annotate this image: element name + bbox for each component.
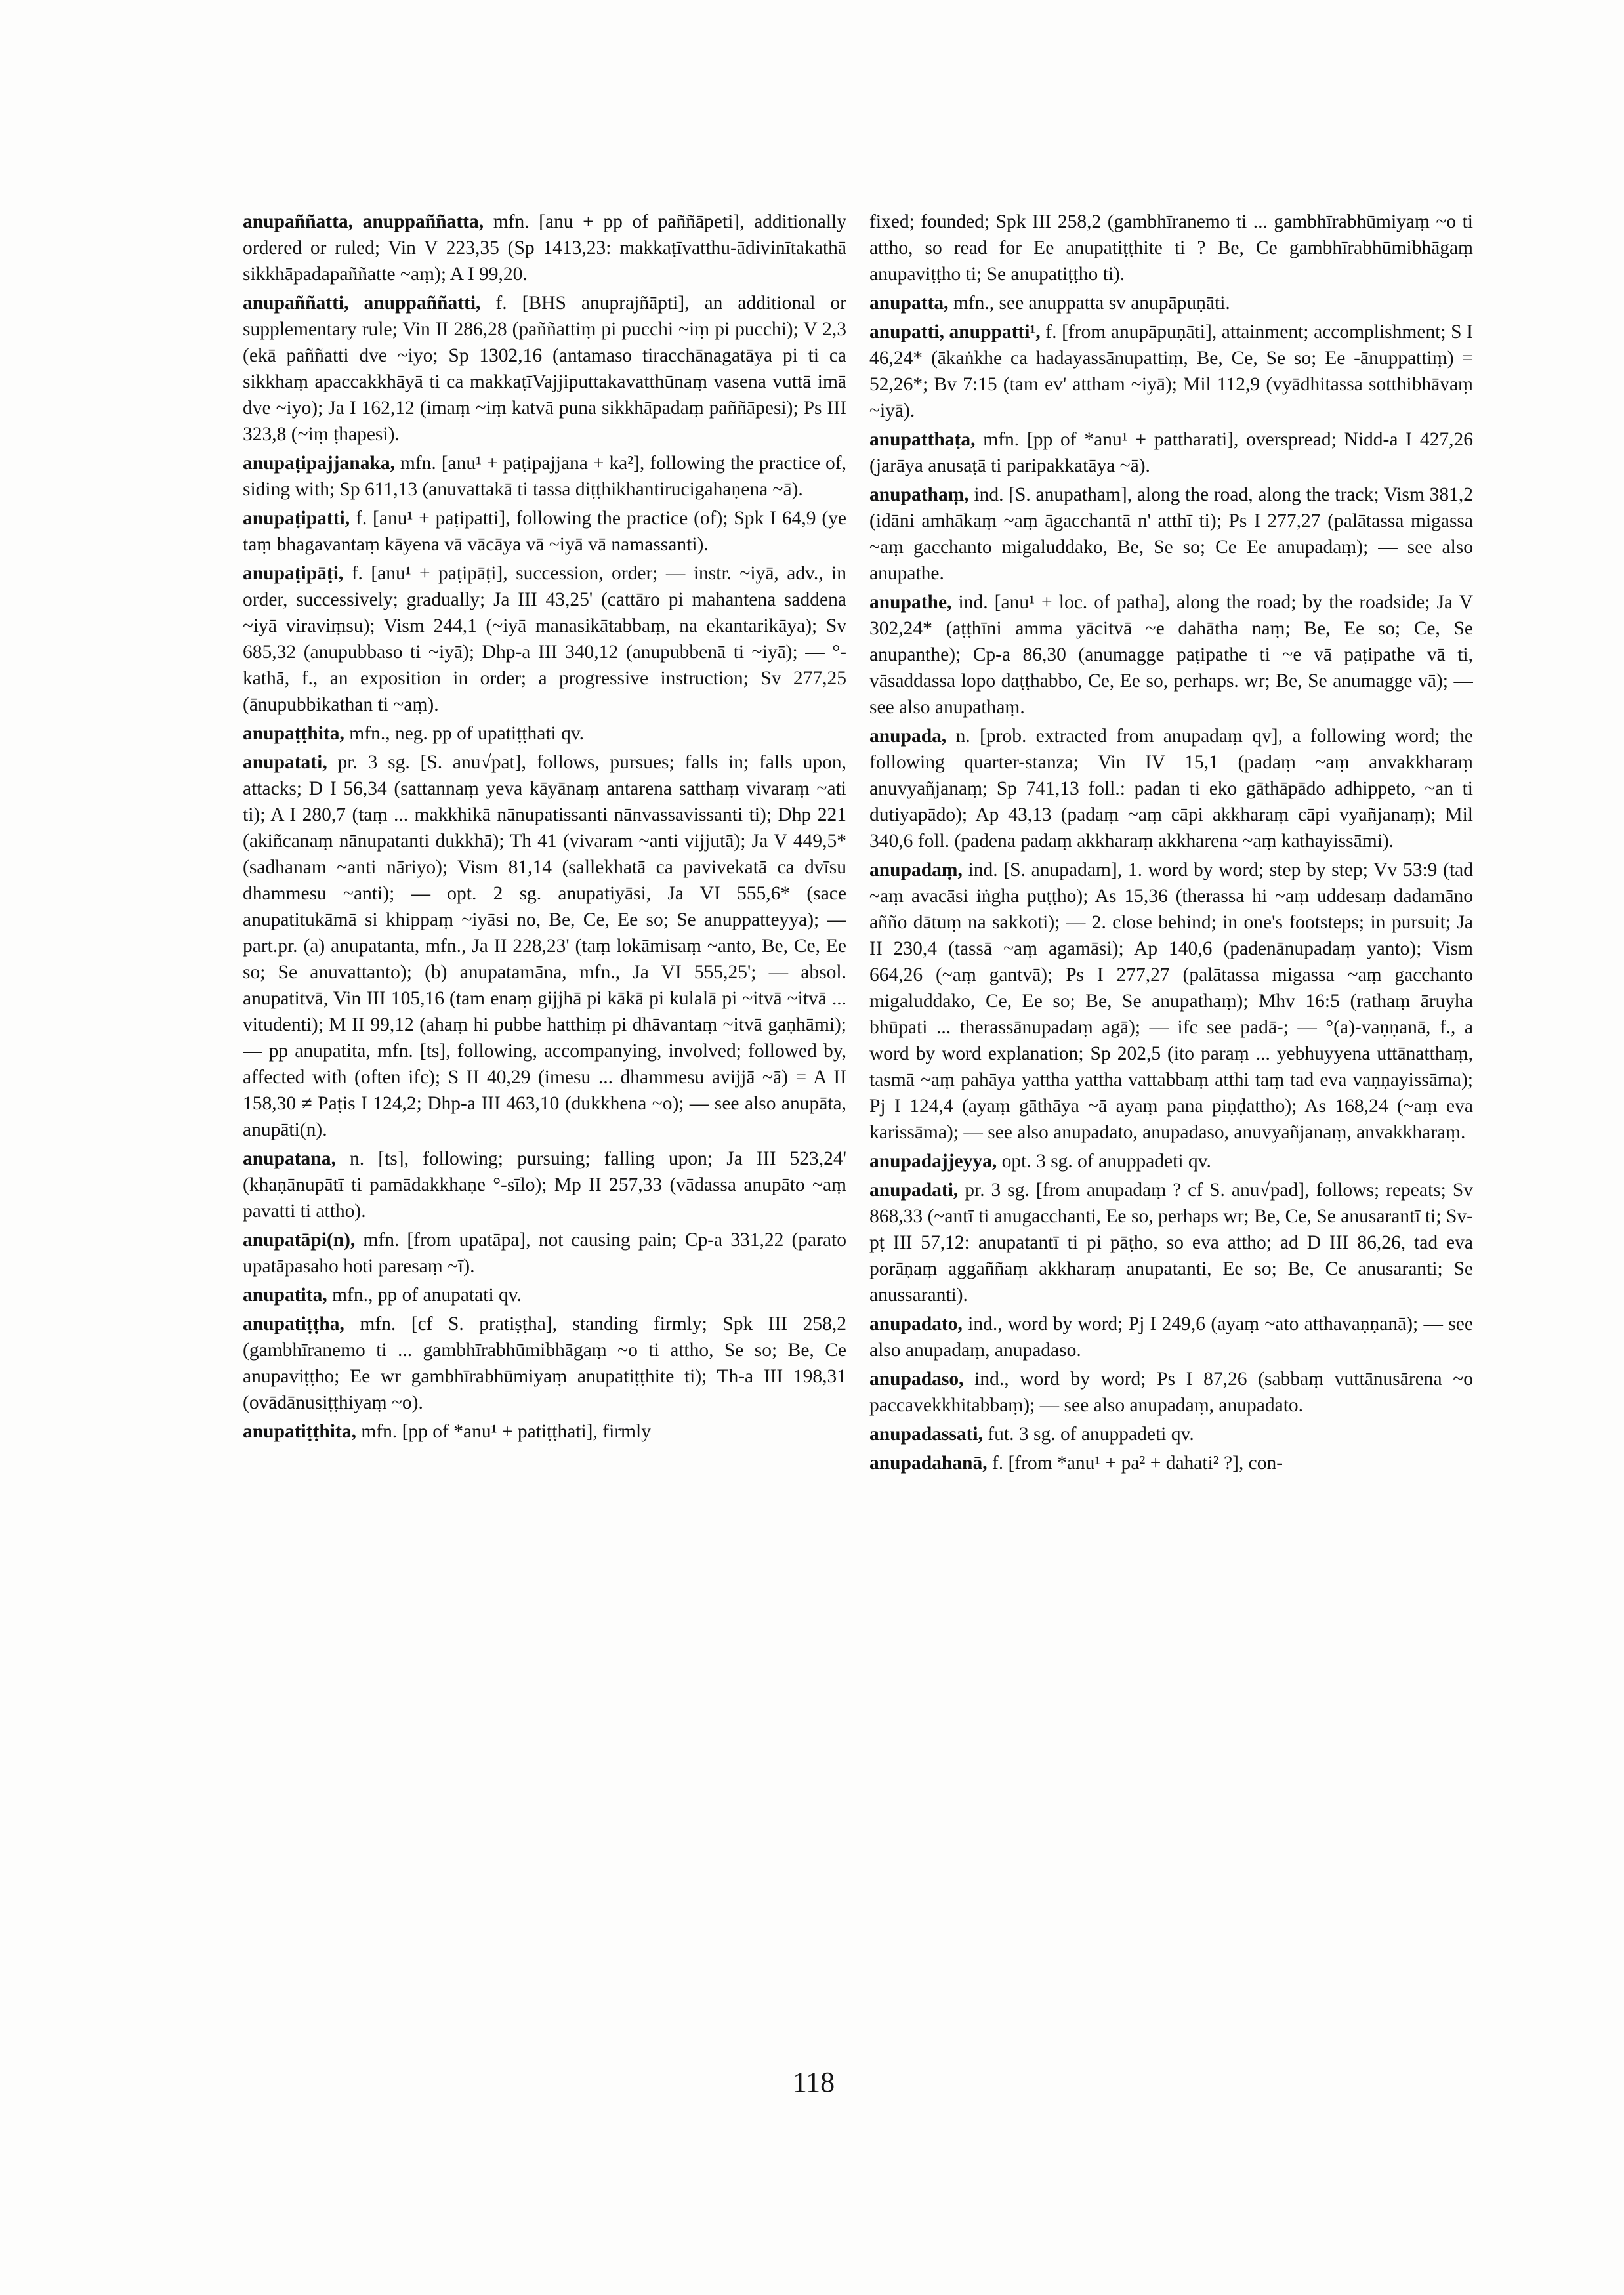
dictionary-entry: [243, 1311, 846, 1416]
dictionary-entry: [243, 720, 846, 747]
entry-definition: mfn. [from upatāpa], not causing pain; Cp-a 331,22 (parato upatāpasaho hoti paresaṃ ~ī).: [243, 1230, 846, 1277]
entry-headword: anupaṭipāṭi,: [243, 563, 344, 584]
entry-definition: ind. [S. anupadam], 1. word by word; step by step; Vv 53:9 (tad ~aṃ avacāsi iṅgha puṭṭho); As 15,36 (therassa hi ~aṃ uddesaṃ dadamāno añño dātuṃ na sakkoti); — 2. close behind; in one's footsteps; in pursuit; Ja II 230,4 (tassā ~aṃ agamāsi); Ap 140,6 (padenānupadaṃ yanto); Vism 664,26 (~aṃ gantvā); Ps I 277,27 (palātassa migassa ~aṃ gacchanto migaluddako, Ce, Ee so; Be, Se anupathaṃ); Mhv 16:5 (rathaṃ āruyha bhūpati ... therassānupadaṃ agā); — ifc see padā-; — °(a)-vaṇṇanā, f., a word by word explanation; Sp 202,5 (ito paraṃ ... yebhuyyena uttānatthaṃ, tasmā ~aṃ pahāya yattha yattha vattabbaṃ atthi taṃ tad eva vaṇṇayissāma); Pj I 124,4 (ayaṃ gāthāya ~ā ayaṃ pana piṇḍattho); As 168,24 (~aṃ eva karissāma); — see also anupadato, anupadaso, anuvyañjanaṃ, anvakkharaṃ.: [869, 859, 1473, 1143]
dictionary-entry: [243, 1418, 846, 1445]
dictionary-entry: [869, 1311, 1473, 1363]
right-column: [869, 209, 1473, 2144]
entry-definition: mfn., pp of anupatati qv.: [327, 1285, 522, 1306]
left-column: [243, 209, 846, 2144]
entry-headword: anupaññatti, anuppaññatti,: [243, 293, 481, 314]
entry-headword: anupaṭipajjanaka,: [243, 453, 395, 474]
entry-headword: anupaṭipatti,: [243, 508, 350, 529]
entry-headword: anupatāpi(n),: [243, 1230, 356, 1251]
page-number: 118: [792, 2066, 835, 2098]
dictionary-entry: [869, 426, 1473, 479]
entry-headword: anupatti, anuppatti¹,: [869, 321, 1041, 342]
dictionary-entry: [869, 209, 1473, 287]
entry-headword: anupatiṭṭhita,: [243, 1421, 356, 1442]
dictionary-entry: [243, 1282, 846, 1308]
entry-headword: anupaṭṭhita,: [243, 723, 344, 744]
entry-definition: f. [from *anu¹ + pa² + dahati² ?], con-: [987, 1453, 1283, 1474]
entry-headword: anupada,: [869, 726, 947, 747]
entry-definition: f. [anu¹ + paṭipāṭi], succession, order; — instr. ~iyā, adv., in order, successively; gradually; Ja III 43,25' (cattāro pi mahantena saddena ~iyā viraviṃsu); Vism 244,1 (~iyā manasikātabbaṃ, na ekantarikāya); Sv 685,32 (anupubbaso ti ~iyā); Dhp-a III 340,12 (anupubbenā ti ~iyā); — °-kathā, f., an exposition in order; a progressive instruction; Sv 277,25 (ānupubbikathan ti ~aṃ).: [243, 563, 846, 715]
entry-headword: anupadaso,: [869, 1369, 964, 1390]
dictionary-entry: [869, 1177, 1473, 1308]
entry-definition: fut. 3 sg. of anuppadeti qv.: [982, 1424, 1194, 1445]
dictionary-entry: [869, 290, 1473, 316]
entry-definition: mfn., see anuppatta sv anupāpuṇāti.: [948, 293, 1230, 314]
entry-definition: ind. [anu¹ + loc. of patha], along the road; by the roadside; Ja V 302,24* (aṭṭhīni amma yācitvā ~e dahātha naṃ; Be, Ee so; Ce, Se anupanthe); Cp-a 86,30 (anumagge paṭipathe ti ~e vā paṭipathe vā ti, vāsaddassa lopo daṭṭhabbo, Ce, Ee so, perhaps. wr; Be, Se anumagge vā); — see also anupathaṃ.: [869, 592, 1473, 718]
entry-definition: mfn. [pp of *anu¹ + patiṭṭhati], firmly: [356, 1421, 651, 1442]
dictionary-entry: [243, 290, 846, 447]
dictionary-entry: [869, 1148, 1473, 1174]
entry-definition: f. [from anupāpuṇāti], attainment; accomplishment; S I 46,24* (ākaṅkhe ca hadayassānupattiṃ, Be, Ce, Se so; Ee -ānuppattiṃ) = 52,26*; Bv 7:15 (tam ev' attham ~iyā); Mil 112,9 (vyādhitassa sotthibhāvaṃ ~iyā).: [869, 321, 1473, 421]
entry-definition: mfn. [cf S. pratiṣṭha], standing firmly; Spk III 258,2 (gambhīranemo ti ... gambhīrabhūmibhāgaṃ ~o ti attho, Se so; Be, Ce anupaviṭṭho; Ee wr gambhīrabhūmiyaṃ anupatiṭṭhite ti); Th-a III 198,31 (ovādānusiṭṭhiyaṃ ~o).: [243, 1313, 846, 1413]
dictionary-entry: [243, 560, 846, 718]
entry-headword: anupatta,: [869, 293, 949, 314]
entry-headword: anupathe,: [869, 592, 952, 613]
dictionary-entry: [869, 1366, 1473, 1418]
dictionary-entry: [243, 209, 846, 287]
entry-definition: pr. 3 sg. [S. anu√pat], follows, pursues; falls in; falls upon, attacks; D I 56,34 (sattannaṃ yeva kāyānaṃ antarena satthaṃ vivaraṃ ~ati ti); A I 280,7 (taṃ ... makkhikā nānupatissanti nānvassavissanti ti); Dhp 221 (akiñcanaṃ nānupatanti dukkhā); Th 41 (vivaram ~anti vijjutā); Ja V 449,5* (sadhanam ~anti nāriyo); Vism 81,14 (sallekhatā ca pavivekatā ca dvīsu dhammesu ~anti); — opt. 2 sg. anupatiyāsi, Ja VI 555,6* (sace anupatitukāmā si khippaṃ ~iyāsi no, Be, Ce, Ee so; Se anuppatteyya); — part.pr. (a) anupatanta, mfn., Ja II 228,23' (taṃ lokāmisaṃ ~anto, Be, Ce, Ee so; Se anuvattanto); (b) anupatamāna, mfn., Ja VI 555,25'; — absol. anupatitvā, Vin III 105,16 (tam enaṃ gijjhā pi kākā pi kulalā pi ~itvā ~itvā ... vitudenti); M II 99,12 (ahaṃ hi pubbe hatthiṃ pi dhāvantaṃ ~itvā gaṇhāmi); — pp anupatita, mfn. [ts], following, accompanying, involved; followed by, affected with (often ifc); S II 40,29 (imesu ... dhammesu avijjā ~ā) = A II 158,30 ≠ Paṭis I 124,2; Dhp-a III 463,10 (dukkhena ~o); — see also anupāta, anupāti(n).: [243, 752, 846, 1140]
entry-headword: anupatita,: [243, 1285, 327, 1306]
entry-headword: anupadahanā,: [869, 1453, 988, 1474]
entry-headword: anupadati,: [869, 1180, 959, 1201]
entry-definition: pr. 3 sg. [from anupadaṃ ? cf S. anu√pad], follows; repeats; Sv 868,33 (~antī ti anugacchanti, Ee so, perhaps wr; Be, Ce, Se anusarantī ti; Sv-pṭ III 57,12: anupatantī ti pi pāṭho, so eva attho; ad D III 86,26, tad eva porāṇaṃ aggaññaṃ akkharaṃ anupatanti, Ee so; Be, Ce anusaranti; Se anussaranti).: [869, 1180, 1473, 1306]
dictionary-entry: [869, 589, 1473, 720]
entry-definition: n. [ts], following; pursuing; falling upon; Ja III 523,24' (khaṇānupātī ti pamādakkhaṇe °-sīlo); Mp II 257,33 (vādassa anupāto ~aṃ pavatti ti attho).: [243, 1148, 846, 1222]
entry-headword: anupatiṭṭha,: [243, 1313, 344, 1334]
dictionary-entry: [243, 1227, 846, 1279]
dictionary-entry: [869, 723, 1473, 854]
dictionary-entry: [243, 450, 846, 503]
entry-headword: anupathaṃ,: [869, 484, 969, 505]
entry-definition: mfn. [pp of *anu¹ + pattharati], overspread; Nidd-a I 427,26 (jarāya anusaṭā ti paripakkatāya ~ā).: [869, 429, 1473, 476]
entry-headword: anupaññatta, anuppaññatta,: [243, 211, 484, 232]
entry-definition: mfn. [anu + pp of paññāpeti], additionally ordered or ruled; Vin V 223,35 (Sp 1413,23: makkaṭīvatthu-ādivinītakathā sikkhāpadapaññatte ~aṃ); A I 99,20.: [243, 211, 846, 285]
dictionary-entry: [869, 1421, 1473, 1447]
entry-headword: anupadassati,: [869, 1424, 983, 1445]
dictionary-entry: [243, 505, 846, 558]
entry-definition: mfn. [anu¹ + paṭipajjana + ka²], following the practice of, siding with; Sp 611,13 (anuvattakā ti tassa diṭṭhikhantirucigahaṇena ~ā).: [243, 453, 846, 500]
dictionary-entry: [243, 749, 846, 1143]
entry-headword: anupadaṃ,: [869, 859, 963, 880]
entry-definition: opt. 3 sg. of anuppadeti qv.: [997, 1151, 1211, 1172]
entry-definition: mfn., neg. pp of upatiṭṭhati qv.: [344, 723, 585, 744]
entry-definition: n. [prob. extracted from anupadaṃ qv], a following word; the following quarter-stanza; Vin IV 15,1 (padaṃ ~aṃ anvakkharaṃ anuvyañjanaṃ; Sp 741,13 foll.: padan ti eko gāthāpādo adhippeto, ~an ti dutiyapādo); Ap 43,13 (padaṃ ~aṃ cāpi akkharaṃ cāpi vyañjanaṃ); Mil 340,6 foll. (padena padaṃ akkharaṃ akkharena ~aṃ kathayissāmi).: [869, 726, 1473, 852]
entry-definition: ind., word by word; Ps I 87,26 (sabbaṃ vuttānusārena ~o paccavekkhitabbaṃ); — see also anupadaṃ, anupadato.: [869, 1369, 1473, 1416]
dictionary-entry: [869, 319, 1473, 424]
dictionary-entry: [869, 1450, 1473, 1476]
entry-headword: anupadajjeyya,: [869, 1151, 997, 1172]
entry-headword: anupatati,: [243, 752, 327, 773]
entry-definition: f. [BHS anuprajñāpti], an additional or supplementary rule; Vin II 286,28 (paññattiṃ pi pucchi ~iṃ pi pucchi); V 2,3 (ekā paññatti dve ~iyo; Sp 1302,16 (antamaso tiracchānagatāya pi ti ca sikkhaṃ apaccakkhāyā ti ca makkaṭīVajjiputtakavatthūnaṃ vasena vuttā imā dve ~iyo); Ja I 162,12 (imaṃ ~iṃ katvā puna sikkhāpadaṃ paññāpesi); Ps III 323,8 (~iṃ ṭhapesi).: [243, 293, 846, 445]
entry-definition: fixed; founded; Spk III 258,2 (gambhīranemo ti ... gambhīrabhūmiyaṃ ~o ti attho, so read for Ee anupatiṭṭhite ti ? Be, Ce gambhīrabhūmibhāgaṃ anupaviṭṭho ti; Se anupatiṭṭho ti).: [869, 211, 1473, 285]
dictionary-entry: [869, 482, 1473, 587]
dictionary-entry: [243, 1146, 846, 1224]
entry-definition: ind., word by word; Pj I 249,6 (ayaṃ ~ato atthavaṇṇanā); — see also anupadaṃ, anupadaso.: [869, 1313, 1473, 1361]
entry-headword: anupatana,: [243, 1148, 336, 1169]
entry-definition: ind. [S. anupatham], along the road, along the track; Vism 381,2 (idāni amhākaṃ ~aṃ āgacchantā n' atthī ti); Ps I 277,27 (palātassa migassa ~aṃ gacchanto migaluddako, Be, Se so; Ce Ee anupadaṃ); — see also anupathe.: [869, 484, 1473, 584]
entry-headword: anupatthaṭa,: [869, 429, 976, 450]
entry-definition: f. [anu¹ + paṭipatti], following the practice (of); Spk I 64,9 (ye taṃ bhagavantaṃ kāyena vā vācāya vā ~iyā vā namassanti).: [243, 508, 846, 555]
dictionary-entry: [869, 857, 1473, 1146]
entry-headword: anupadato,: [869, 1313, 963, 1334]
